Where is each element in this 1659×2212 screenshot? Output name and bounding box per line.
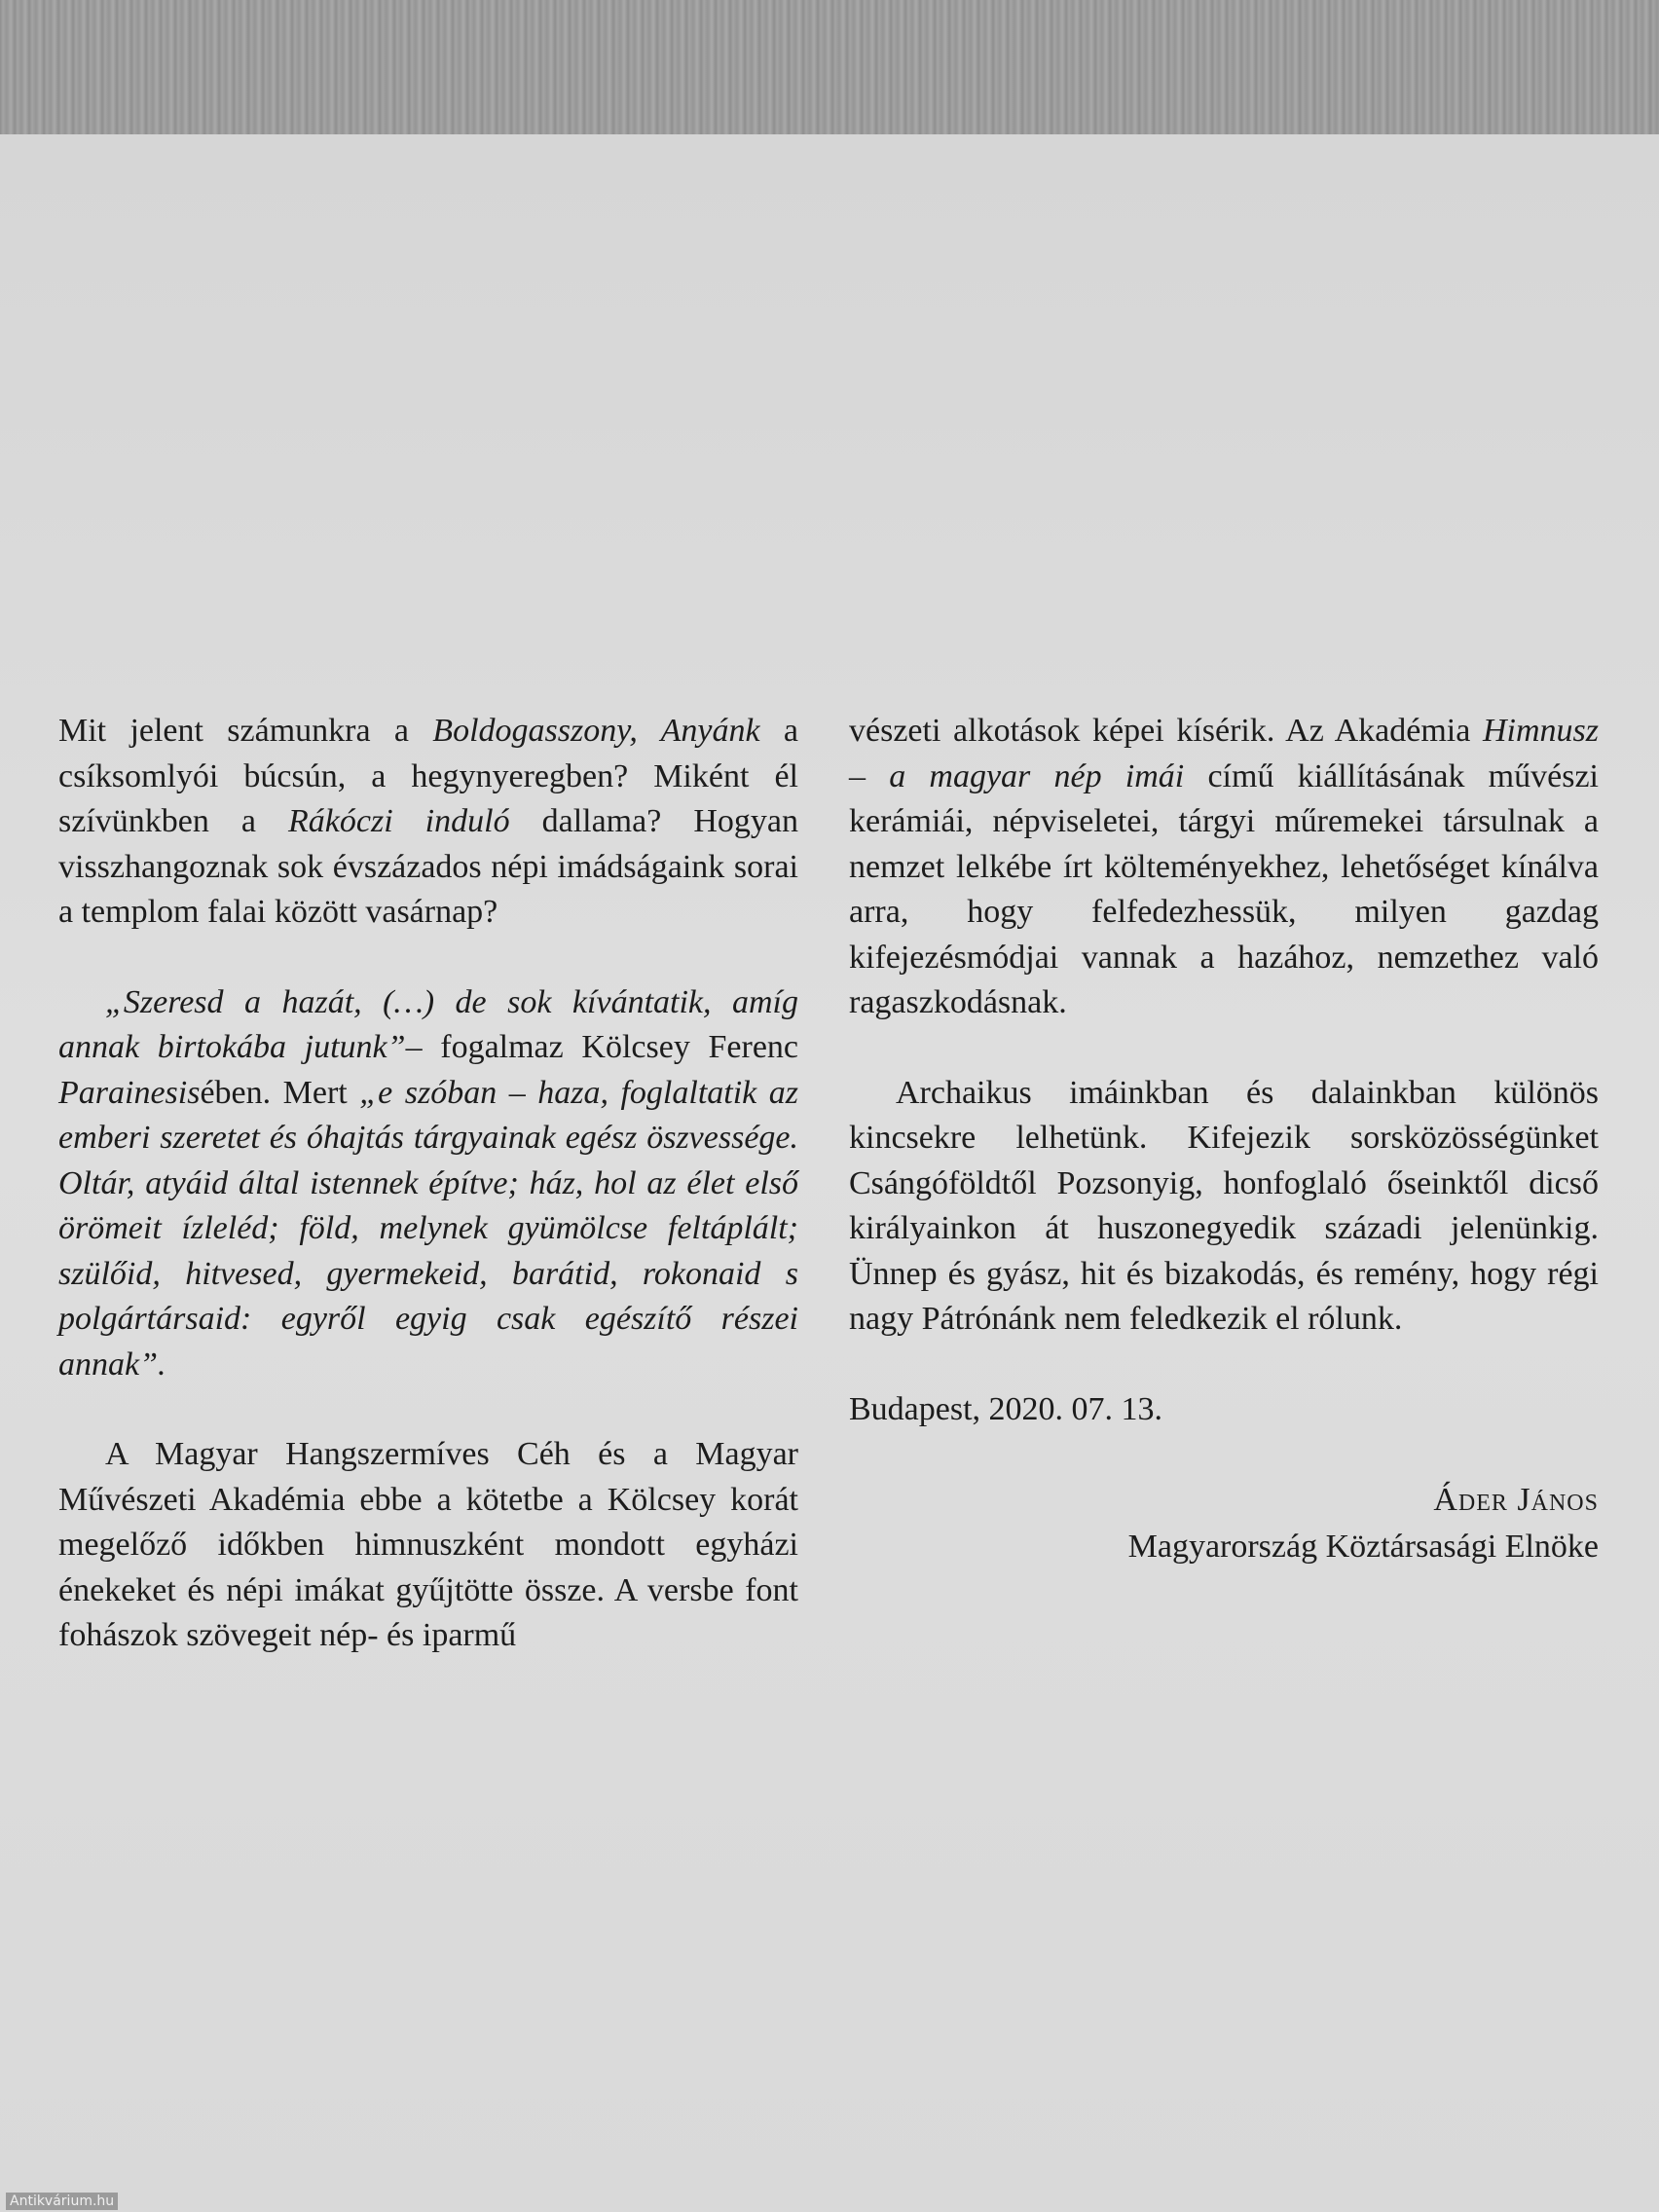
table-background: [0, 0, 1659, 136]
quote-1: „Szeresd a hazát, (…) de sok kívántatik, amíg annak birtokába jutunk”: [58, 983, 798, 1065]
intro-title-rakoczi: Rákóczi induló: [288, 803, 510, 839]
right-column: [849, 709, 1599, 1570]
quote-connector: ében. Mert: [200, 1074, 360, 1111]
exhibition-title: Himnusz – a magyar nép imái: [849, 713, 1599, 794]
date-line: Budapest, 2020. 07. 13.: [849, 1390, 1163, 1427]
quote-attribution: – fogalmaz Kölcsey Ferenc: [405, 1029, 799, 1065]
quote-work-title: Parainesis: [58, 1074, 201, 1111]
quote-2: „e szóban – haza, foglaltatik az emberi szeretet és óhajtás tárgyainak egész öszvessége. Oltár, atyáid által istennek építve; ház, hol az élet első örömeit ízleléd; föld, melynek gyümölcse feltáplált; szülőid, hitvesed, gyermekeid, barátid, rokonaid s polgártársaid: egyről egyig csak egészítő részei annak”.: [58, 1074, 798, 1382]
paragraph-collection: A Magyar Hangszermíves Céh és a Magyar Művészeti Akadémia ebbe a kötetbe a Kölcsey korát megelőző időkben himnuszként mondott egyházi énekeket és népi imákat gyűjtötte össze. A versbe font fohászok szövegeit nép- és iparmű: [58, 1436, 798, 1653]
watermark: Antikvárium.hu: [6, 2193, 118, 2210]
intro-title-boldogasszony: Boldogasszony, Anyánk: [432, 713, 760, 749]
paragraph-archaic: Archaikus imáinkban és dalainkban különös kincsekre lelhetünk. Kifejezik sorsközösségünket Csángóföldtől Pozsonyig, honfoglaló őseinktől dicső királyainkon át huszonegyedik századi jelenünkig. Ünnep és gyász, hit és bizakodás, és remény, hogy régi nagy Pátrónánk nem feledkezik el rólunk.: [849, 1074, 1599, 1337]
paragraph-intro: [58, 709, 798, 936]
paragraph-exhibition: [849, 709, 1599, 1026]
intro-text-2: a csíksomlyói búcsún, a hegynyeregben? Miként él szívünkben a: [58, 713, 798, 839]
signature-name: Áder János: [1433, 1482, 1599, 1518]
intro-text-1: Mit jelent számunkra a: [58, 713, 433, 749]
paragraph-quote: [58, 980, 798, 1388]
signature-block: [849, 1477, 1599, 1570]
left-column: [58, 709, 798, 1659]
signature-title: Magyarország Köztársasági Elnöke: [1127, 1529, 1599, 1565]
intro-text-3: dallama? Hogyan visszhangoznak sok évszázados népi imádságaink sorai a templom falai között vasárnap?: [58, 803, 798, 930]
exhibition-text-2: című kiállításának művészi kerámiái, népviseletei, tárgyi műremekei társulnak a nemzet lelkébe írt költeményekhez, lehetőséget kínálva arra, hogy felfedezhessük, milyen gazdag kifejezésmódjai vannak a hazához, nemzethez való ragaszkodásnak.: [849, 757, 1599, 1020]
book-page: [0, 134, 1659, 2212]
exhibition-text-1: vészeti alkotások képei kísérik. Az Akadémia: [849, 713, 1483, 749]
